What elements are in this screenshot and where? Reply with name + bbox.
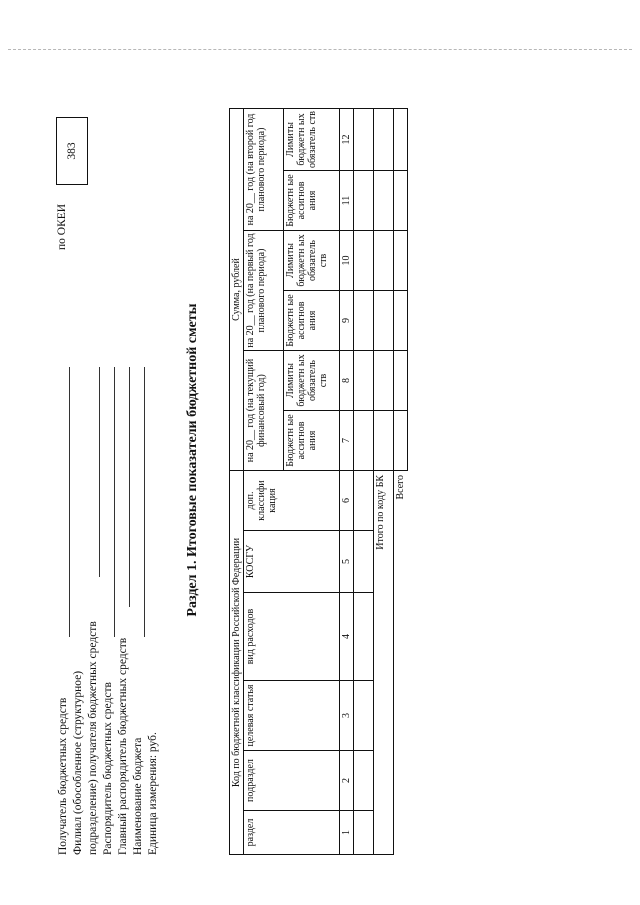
column-number: 4 xyxy=(340,593,354,681)
table-cell xyxy=(394,231,408,291)
table-cell xyxy=(354,411,374,471)
column-number: 2 xyxy=(340,751,354,811)
document-header xyxy=(56,65,176,855)
table-cell xyxy=(354,231,374,291)
scan-artifact-line xyxy=(8,49,632,50)
table-cell xyxy=(394,351,408,411)
column-number: 10 xyxy=(340,231,354,291)
table-row xyxy=(354,109,374,855)
table-cell xyxy=(354,811,374,855)
column-number: 7 xyxy=(340,411,354,471)
table-cell xyxy=(354,171,374,231)
header-fill-line xyxy=(129,367,130,607)
header-fill-line xyxy=(69,367,70,637)
header-line-branch: Филиал (обособленное (структурное) xyxy=(72,670,84,855)
table-cell xyxy=(354,751,374,811)
period-header-current-year: на 20__ год (на текущий финансовый год) xyxy=(244,351,284,471)
subcol-budget-limits: Лимиты бюджетн ых обязатель ств xyxy=(284,231,340,291)
col-header-section: раздел xyxy=(244,811,340,855)
table-cell xyxy=(374,171,394,231)
table-cell xyxy=(354,681,374,751)
rotated-page xyxy=(50,65,450,855)
grand-total-label: Всего xyxy=(395,475,406,500)
column-number: 8 xyxy=(340,351,354,411)
kbk-header: Код по бюджетной классификации Российской Федерации xyxy=(230,471,244,855)
table-cell xyxy=(394,109,408,171)
header-fill-line xyxy=(114,367,115,637)
total-bk-label: Итого по коду БК xyxy=(374,471,394,855)
table-cell xyxy=(374,109,394,171)
col-header-target-item: целевая статья xyxy=(244,681,340,751)
table-cell xyxy=(374,231,394,291)
header-fill-line xyxy=(99,367,100,577)
table-cell xyxy=(354,471,374,531)
section-title: Раздел 1. Итоговые показатели бюджетной сметы xyxy=(185,303,200,617)
table-cell xyxy=(354,593,374,681)
table-cell xyxy=(354,109,374,171)
budget-table xyxy=(229,108,408,855)
table-cell xyxy=(394,291,408,351)
total-bk-row xyxy=(374,109,394,855)
header-line-subdivision: подразделение) получателя бюджетных средств xyxy=(87,621,99,855)
col-header-expense-type: вид расходов xyxy=(244,593,340,681)
okei-code-box: 383 xyxy=(56,117,88,185)
header-line-unit: Единица измерения: руб. xyxy=(147,732,159,855)
table-cell xyxy=(354,351,374,411)
table-cell xyxy=(374,411,394,471)
header-line-chief-manager: Главный распорядитель бюджетных средств xyxy=(117,637,129,855)
header-line-manager: Распорядитель бюджетных средств xyxy=(102,682,114,855)
table-cell xyxy=(394,171,408,231)
column-number: 9 xyxy=(340,291,354,351)
sum-header: Сумма, рублей xyxy=(230,109,244,471)
okei-label: по ОКЕИ xyxy=(56,203,68,250)
header-line-budget-name: Наименование бюджета xyxy=(132,737,144,855)
column-number: 1 xyxy=(340,811,354,855)
subcol-budget-allocations: Бюджетн ые ассигнов ания xyxy=(284,411,340,471)
table-cell xyxy=(354,531,374,593)
table-cell xyxy=(374,291,394,351)
col-header-subsection: подраздел xyxy=(244,751,340,811)
period-header-first-plan-year: на 20__ год (на первый год планового периода) xyxy=(244,231,284,351)
subcol-budget-allocations: Бюджетн ые ассигнов ания xyxy=(284,291,340,351)
column-number: 5 xyxy=(340,531,354,593)
column-number: 12 xyxy=(340,109,354,171)
subcol-budget-limits: Лимиты бюджетн ых обязатель ств xyxy=(284,109,340,171)
table-cell xyxy=(394,411,408,471)
subcol-budget-allocations: Бюджетн ые ассигнов ания xyxy=(284,171,340,231)
period-header-second-plan-year: на 20__ год (на второй год планового периода) xyxy=(244,109,284,231)
subcol-budget-limits: Лимиты бюджетн ых обязатель ств xyxy=(284,351,340,411)
column-number: 6 xyxy=(340,471,354,531)
column-number: 11 xyxy=(340,171,354,231)
column-number: 3 xyxy=(340,681,354,751)
grand-total-row xyxy=(394,109,408,855)
table-cell xyxy=(354,291,374,351)
col-header-kosgu: КОСГУ xyxy=(244,531,340,593)
table-cell xyxy=(374,351,394,411)
header-line-recipient: Получатель бюджетных средств xyxy=(57,697,69,855)
header-fill-line xyxy=(144,367,145,637)
col-header-additional-classification: доп. классифи кация xyxy=(244,471,340,531)
